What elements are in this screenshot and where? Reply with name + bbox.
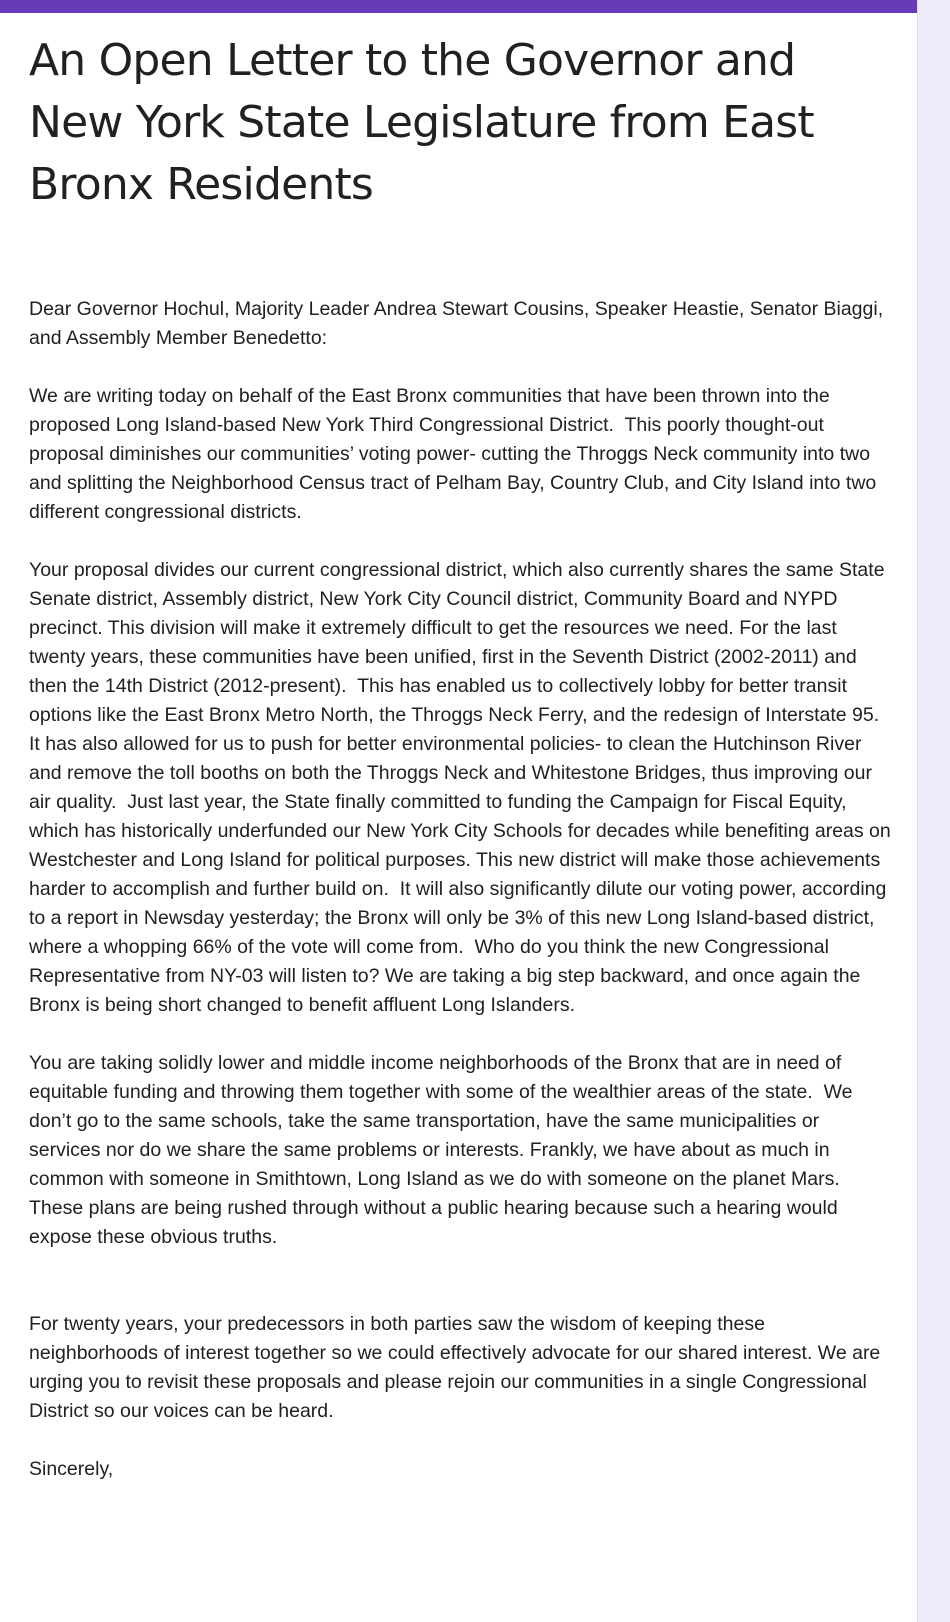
theme-accent-bar <box>0 0 918 13</box>
form-title: An Open Letter to the Governor and New York State Legislature from East Bronx Residents <box>29 35 814 210</box>
form-description: Dear Governor Hochul, Majority Leader Andrea Stewart Cousins, Speaker Heastie, Senator Biaggi, and Assembly Member Benedetto: We are writing today on behalf of the East Bronx communities that have been thrown into the proposed Long Island-based New York Third Congressional District. This poorly thought-out proposal diminishes our communities’ voting power- cutting the Throggs Neck community into two and splitting the Neighborhood Census tract of Pelham Bay, Country Club, and City Island into two different congressional districts. Your proposal divides our current congressional district, which also currently shares the same State Senate district, Assembly district, New York City Council district, Community Board and NYPD precinct. This division will make it extremely difficult to get the resources we need. For the last twenty years, these communities have been unified, first in the Seventh District (2002-2011) and then the 14th District (2012-present). This has enabled us to collectively lobby for better transit options like the East Bronx Metro North, the Throggs Neck Ferry, and the redesign of Interstate 95. It has also allowed for us to push for better environmental policies- to clean the Hutchinson River and remove the toll booths on both the Throggs Neck and Whitestone Bridges, thus improving our air quality. Just last year, the State finally committed to funding the Campaign for Fiscal Equity, which has historically underfunded our New York City Schools for decades while benefiting areas on Westchester and Long Island for political purposes. This new district will make those achievements harder to accomplish and further build on. It will also significantly dilute our voting power, according to a report in Newsday yesterday; the Bronx will only be 3% of this new Long Island-based district, where a whopping 66% of the vote will come from. Who do you think the new Congressional Representative from NY-03 will listen to? We are taking a big step backward, and once again the Bronx is being short changed to benefit affluent Long Islanders. You are taking solidly lower and middle income neighborhoods of the Bronx that are in need of equitable funding and throwing them together with some of the wealthier areas of the state. We don’t go to the same schools, take the same transportation, have the same municipalities or services nor do we share the same problems or interests. Frankly, we have about as much in common with someone in Smithtown, Long Island as we do with someone on the planet Mars. These plans are being rushed through without a public hearing because such a hearing would expose these obvious truths. For twenty years, your predecessors in both parties saw the wisdom of keeping these neighborhoods of interest together so we could effectively advocate for our shared interest. We are urging you to revisit these proposals and please rejoin our communities in a single Congressional District so our voices can be heard. Sincerely, <box>29 298 891 1480</box>
